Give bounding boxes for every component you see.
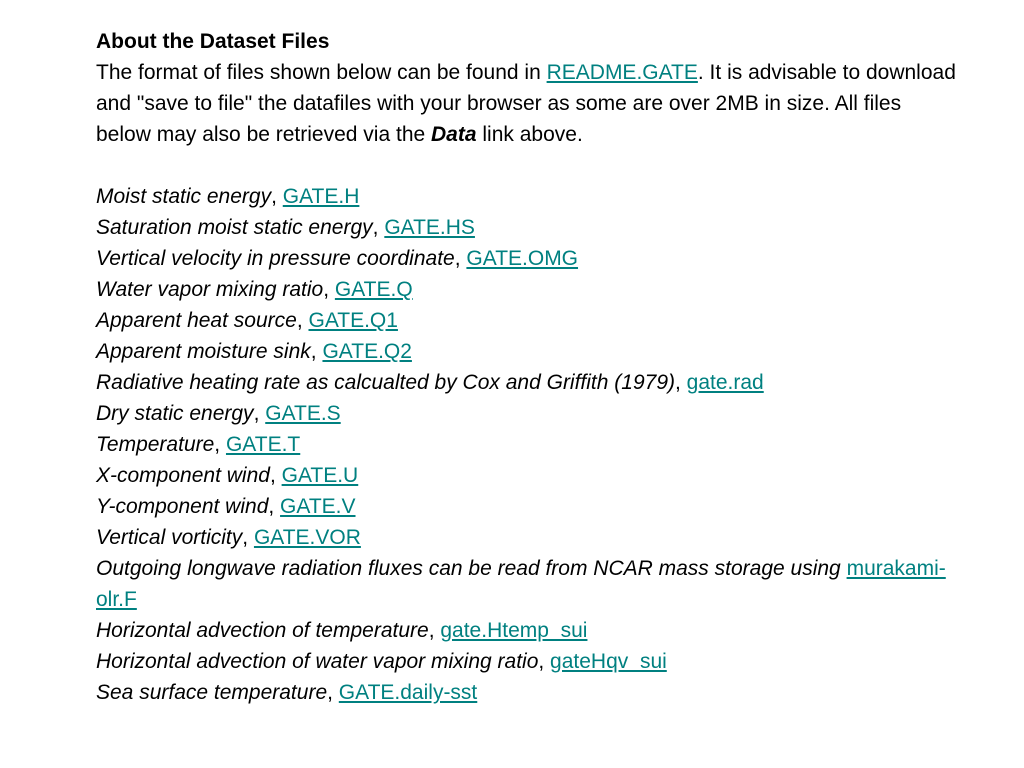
file-list-item xyxy=(96,212,956,243)
file-separator: , xyxy=(538,650,551,673)
file-list-item xyxy=(96,336,956,367)
file-separator: , xyxy=(454,247,467,270)
intro-text-tail: link above. xyxy=(476,123,583,146)
file-link[interactable]: murakami-olr.F xyxy=(96,557,946,611)
file-link[interactable]: GATE.H xyxy=(282,185,360,208)
file-link[interactable]: gate.rad xyxy=(686,371,764,394)
file-list-item xyxy=(96,491,956,522)
file-link[interactable]: GATE.Q2 xyxy=(322,340,412,363)
file-separator: , xyxy=(268,495,281,518)
file-separator: , xyxy=(372,216,385,239)
file-description: Moist static energy xyxy=(96,185,272,208)
section-heading: About the Dataset Files xyxy=(96,30,330,53)
file-list-item xyxy=(96,305,956,336)
file-description: X-component wind xyxy=(96,464,270,487)
file-list-item xyxy=(96,553,956,615)
file-list-item xyxy=(96,615,956,646)
file-list-item xyxy=(96,398,956,429)
file-separator: , xyxy=(327,681,339,704)
file-description: Horizontal advection of water vapor mixing ratio xyxy=(96,650,539,673)
file-description: Saturation moist static energy xyxy=(96,216,373,239)
file-link[interactable]: GATE.T xyxy=(225,433,301,456)
file-description: Vertical vorticity xyxy=(96,526,243,549)
file-separator: , xyxy=(271,185,283,208)
file-link[interactable]: gate.Htemp_sui xyxy=(440,619,588,642)
file-description: Apparent heat source xyxy=(96,309,297,332)
file-list-item xyxy=(96,367,956,398)
file-link[interactable]: GATE.HS xyxy=(384,216,475,239)
file-description: Horizontal advection of temperature xyxy=(96,619,429,642)
file-link[interactable]: GATE.OMG xyxy=(466,247,579,270)
file-separator: , xyxy=(269,464,282,487)
file-list-item xyxy=(96,646,956,677)
file-separator: , xyxy=(242,526,254,549)
file-link[interactable]: GATE.Q1 xyxy=(308,309,398,332)
file-list-item xyxy=(96,243,956,274)
file-description: Vertical velocity in pressure coordinate xyxy=(96,247,455,270)
intro-text-after-link: . It is advisable to download and "save to file" the datafiles with your browser as some are over 2MB in size. All files below may also be retrieved via the xyxy=(96,61,956,146)
file-link[interactable]: gateHqv_sui xyxy=(550,650,667,673)
file-list-item xyxy=(96,181,956,212)
file-list-item xyxy=(96,274,956,305)
file-separator: , xyxy=(310,340,323,363)
file-separator: , xyxy=(296,309,309,332)
file-link[interactable]: GATE.daily-sst xyxy=(338,681,478,704)
file-link[interactable]: GATE.S xyxy=(265,402,341,425)
intro-text-before-link: The format of files shown below can be found in xyxy=(96,61,547,84)
file-description: Sea surface temperature xyxy=(96,681,328,704)
file-description: Outgoing longwave radiation fluxes can be read from NCAR mass storage using xyxy=(96,557,841,580)
file-link[interactable]: GATE.Q xyxy=(334,278,413,301)
file-link[interactable]: GATE.V xyxy=(280,495,356,518)
file-link[interactable]: GATE.U xyxy=(281,464,359,487)
file-description: Apparent moisture sink xyxy=(96,340,311,363)
file-separator: , xyxy=(323,278,335,301)
data-link-reference: Data xyxy=(431,123,477,146)
spacer xyxy=(96,150,956,181)
file-link[interactable]: GATE.VOR xyxy=(253,526,361,549)
dataset-files-section xyxy=(96,26,956,708)
file-list-item xyxy=(96,429,956,460)
file-description: Dry static energy xyxy=(96,402,254,425)
file-list-item xyxy=(96,677,956,708)
file-separator: , xyxy=(428,619,441,642)
file-description: Radiative heating rate as calcualted by Cox and Griffith (1979) xyxy=(96,371,675,394)
file-description: Temperature xyxy=(96,433,215,456)
readme-link[interactable]: README.GATE xyxy=(546,61,698,84)
file-list xyxy=(96,181,956,708)
file-separator: , xyxy=(214,433,226,456)
file-description: Water vapor mixing ratio xyxy=(96,278,324,301)
file-list-item xyxy=(96,522,956,553)
file-description: Y-component wind xyxy=(96,495,269,518)
intro-paragraph xyxy=(96,57,956,150)
file-list-item xyxy=(96,460,956,491)
file-separator: , xyxy=(253,402,266,425)
file-separator: , xyxy=(675,371,687,394)
